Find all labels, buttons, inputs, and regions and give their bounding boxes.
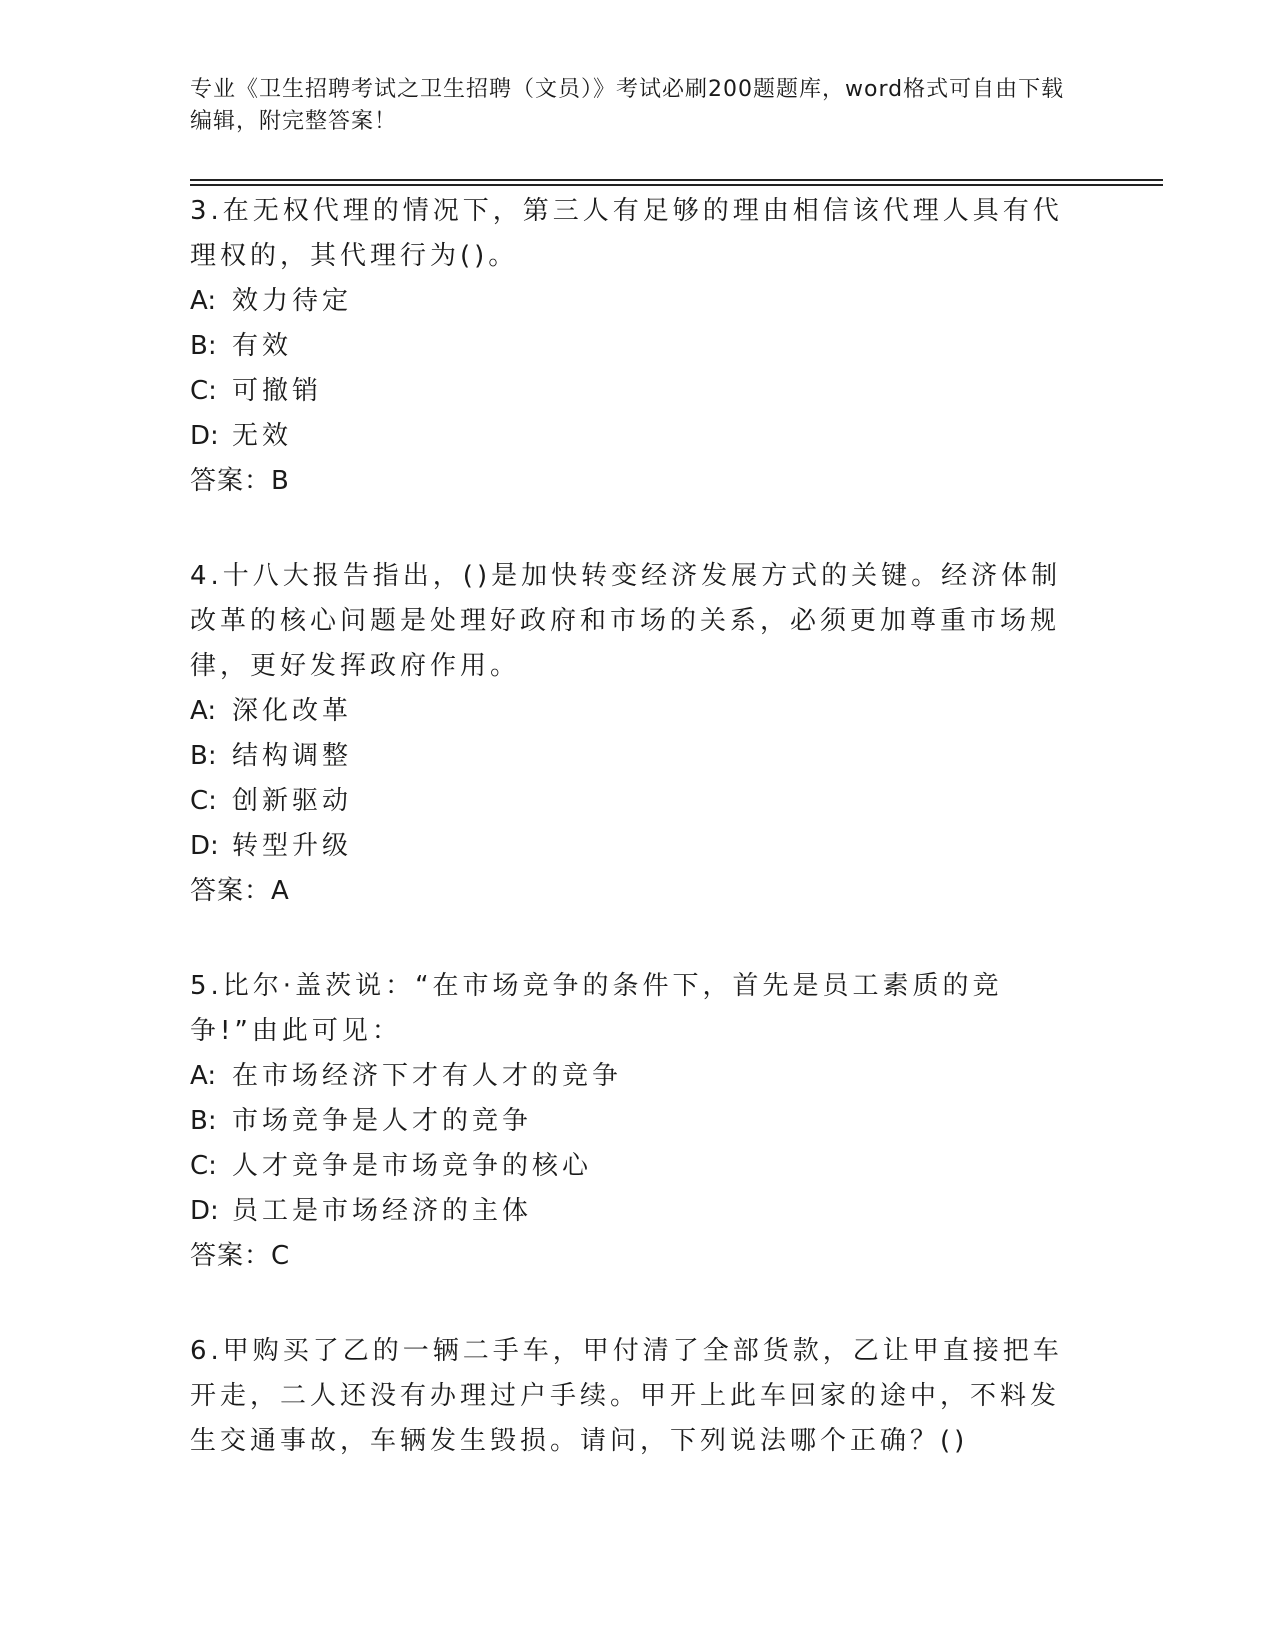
question-5 [190, 964, 1080, 1279]
option-b [190, 734, 1080, 779]
question-3 [190, 189, 1080, 504]
option-a [190, 279, 1080, 324]
option-label: D: [190, 1196, 219, 1226]
option-a [190, 689, 1080, 734]
option-text: 结构调整 [232, 741, 353, 771]
option-label: C: [190, 786, 217, 816]
option-label: C: [190, 1151, 217, 1181]
question-4 [190, 554, 1080, 914]
header-divider-bottom [190, 184, 1163, 186]
option-b [190, 1099, 1080, 1144]
option-a [190, 1054, 1080, 1099]
option-label: D: [190, 831, 219, 861]
option-label: A: [190, 1061, 217, 1091]
question-text: 4.十八大报告指出，()是加快转变经济发展方式的关键。经济体制改革的核心问题是处理好政府和市场的关系，必须更加尊重市场规律，更好发挥政府作用。 [190, 561, 1062, 681]
option-text: 创新驱动 [232, 786, 353, 816]
answer: 答案：A [190, 876, 290, 906]
option-label: B: [190, 1106, 217, 1136]
option-text: 效力待定 [232, 286, 353, 316]
option-label: B: [190, 331, 217, 361]
option-label: C: [190, 376, 217, 406]
option-text: 有效 [232, 331, 293, 361]
option-c [190, 369, 1080, 414]
option-text: 人才竞争是市场竞争的核心 [232, 1151, 593, 1181]
option-d [190, 1189, 1080, 1234]
answer: 答案：C [190, 1241, 291, 1271]
question-text: 6.甲购买了乙的一辆二手车，甲付清了全部货款，乙让甲直接把车开走，二人还没有办理过户手续。甲开上此车回家的途中，不料发生交通事故，车辆发生毁损。请问，下列说法哪个正确？() [190, 1336, 1063, 1456]
option-c [190, 779, 1080, 824]
option-text: 无效 [232, 421, 293, 451]
option-b [190, 324, 1080, 369]
option-text: 转型升级 [232, 831, 353, 861]
option-d [190, 824, 1080, 869]
option-text: 在市场经济下才有人才的竞争 [232, 1061, 623, 1091]
option-text: 市场竞争是人才的竞争 [232, 1106, 533, 1136]
document-header: 专业《卫生招聘考试之卫生招聘（文员）》考试必刷200题题库，word格式可自由下载编辑，附完整答案！ [190, 77, 1065, 134]
option-text: 可撤销 [232, 376, 323, 406]
option-text: 深化改革 [232, 696, 353, 726]
question-text: 5.比尔·盖茨说：“在市场竞争的条件下，首先是员工素质的竞争!”由此可见： [190, 971, 1003, 1046]
option-c [190, 1144, 1080, 1189]
option-d [190, 414, 1080, 459]
header-divider-top [190, 179, 1163, 181]
option-label: A: [190, 696, 217, 726]
option-text: 员工是市场经济的主体 [232, 1196, 533, 1226]
question-text: 3.在无权代理的情况下，第三人有足够的理由相信该代理人具有代理权的，其代理行为()。 [190, 196, 1063, 271]
option-label: B: [190, 741, 217, 771]
question-6 [190, 1329, 1080, 1464]
option-label: D: [190, 421, 219, 451]
answer: 答案：B [190, 466, 290, 496]
option-label: A: [190, 286, 217, 316]
